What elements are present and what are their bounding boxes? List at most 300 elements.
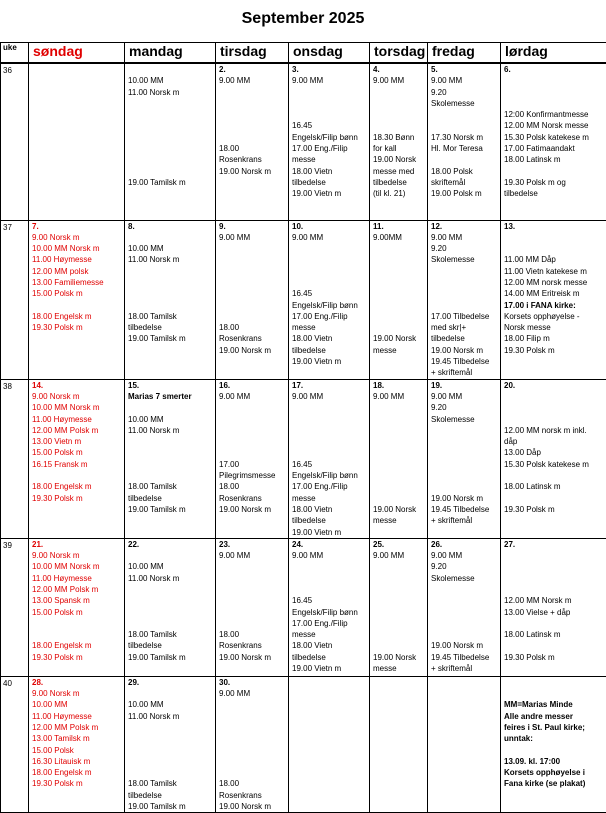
day-cell-friday xyxy=(428,538,501,676)
event-line xyxy=(431,607,497,618)
day-number xyxy=(128,64,212,75)
event-line: tilbedelse xyxy=(292,515,366,526)
event-line: Rosenkrans xyxy=(219,640,285,651)
event-line xyxy=(292,87,366,98)
day-cell-monday xyxy=(125,63,216,220)
day-number: 20. xyxy=(504,380,603,391)
event-line xyxy=(373,109,424,120)
event-line xyxy=(219,132,285,143)
event-line: 19.00 Tamilsk m xyxy=(128,333,212,344)
event-line: 19.30 Polsk m xyxy=(32,778,121,789)
day-cell-saturday xyxy=(501,676,606,813)
event-line: 17.00 Eng./Filip xyxy=(292,311,366,322)
day-cell-sunday xyxy=(29,538,125,676)
day-number: 29. xyxy=(128,677,212,688)
header-saturday: lørdag xyxy=(501,43,606,64)
event-line: 12.00 MM Polsk m xyxy=(32,722,121,733)
day-number: 4. xyxy=(373,64,424,75)
day-cell-monday xyxy=(125,538,216,676)
event-line: 13.00 Vietn m xyxy=(32,436,121,447)
day-cell-tuesday xyxy=(216,63,289,220)
event-line: 18.00 Vietn xyxy=(292,166,366,177)
event-line xyxy=(128,733,212,744)
event-line xyxy=(504,243,603,254)
event-line xyxy=(128,722,212,733)
event-line: messe xyxy=(292,322,366,333)
event-line: Engelsk/Filip bønn xyxy=(292,300,366,311)
event-line: 19.30 Polsk m xyxy=(32,322,121,333)
event-line xyxy=(373,573,424,584)
event-line: 9.00 MM xyxy=(219,232,285,243)
event-line: 9.00 MM xyxy=(292,550,366,561)
event-line: 15.30 Polsk katekese m xyxy=(504,459,603,470)
event-line xyxy=(373,607,424,618)
event-line: 11.00 Norsk m xyxy=(128,254,212,265)
event-line: 19.30 Polsk m og xyxy=(504,177,603,188)
event-line xyxy=(219,98,285,109)
day-cell-thursday xyxy=(370,676,428,813)
event-line: tilbedelse xyxy=(292,177,366,188)
event-line xyxy=(128,459,212,470)
event-line: 17.00 Fatimaandakt xyxy=(504,143,603,154)
event-line xyxy=(373,561,424,572)
event-line xyxy=(219,618,285,629)
event-line xyxy=(219,288,285,299)
event-line: med skr|+ xyxy=(431,322,497,333)
event-line: 13.00 Vielse + dåp xyxy=(504,607,603,618)
day-cell-thursday xyxy=(370,63,428,220)
header-thursday: torsdag xyxy=(370,43,428,64)
event-line xyxy=(431,120,497,131)
event-line: 17.00 Eng./Filip xyxy=(292,618,366,629)
event-line: 13.00 Familiemesse xyxy=(32,277,121,288)
event-line: messe xyxy=(373,515,424,526)
day-number: 3. xyxy=(292,64,366,75)
event-line xyxy=(504,75,603,86)
day-cell-friday xyxy=(428,676,501,813)
event-line: 19.00 Polsk m xyxy=(431,188,497,199)
event-line xyxy=(292,561,366,572)
day-number xyxy=(431,677,497,688)
event-line: tilbedelse xyxy=(292,652,366,663)
event-line xyxy=(431,584,497,595)
event-line: 11.00 Høymesse xyxy=(32,573,121,584)
event-line xyxy=(292,436,366,447)
day-cell-thursday xyxy=(370,379,428,538)
event-line xyxy=(128,300,212,311)
event-line xyxy=(504,391,603,402)
day-number: 11. xyxy=(373,221,424,232)
event-line: 19.00 Tamilsk m xyxy=(128,177,212,188)
event-line: 19.00 Vietn m xyxy=(292,188,366,199)
event-line: 10.00 MM xyxy=(128,561,212,572)
event-line: Engelsk/Filip bønn xyxy=(292,132,366,143)
event-line: Skolemesse xyxy=(431,98,497,109)
header-wednesday: onsdag xyxy=(289,43,370,64)
week-row xyxy=(1,538,606,676)
day-number: 8. xyxy=(128,221,212,232)
day-number: 19. xyxy=(431,380,497,391)
event-line xyxy=(128,120,212,131)
header-row xyxy=(1,43,606,64)
event-line xyxy=(373,425,424,436)
event-line: 9.20 xyxy=(431,87,497,98)
day-cell-monday xyxy=(125,379,216,538)
event-line xyxy=(128,607,212,618)
day-cell-wednesday xyxy=(289,379,370,538)
event-line: Pilegrimsmesse xyxy=(219,470,285,481)
header-friday: fredag xyxy=(428,43,501,64)
event-line: 16.45 xyxy=(292,288,366,299)
event-line: 10.00 MM xyxy=(32,699,121,710)
event-line xyxy=(128,402,212,413)
day-cell-monday xyxy=(125,220,216,379)
event-line: 9.00 MM xyxy=(292,75,366,86)
event-line: 18.00 xyxy=(219,778,285,789)
event-line: 15.00 Polsk m xyxy=(32,288,121,299)
day-cell-sunday xyxy=(29,379,125,538)
event-line: 19.00 Norsk m xyxy=(431,345,497,356)
event-line xyxy=(504,493,603,504)
event-line xyxy=(32,470,121,481)
event-line: 12.00 MM norsk m inkl. xyxy=(504,425,603,436)
event-line: 19.00 Vietn m xyxy=(292,356,366,367)
event-line xyxy=(128,447,212,458)
event-line xyxy=(32,300,121,311)
event-line xyxy=(128,154,212,165)
day-cell-thursday xyxy=(370,220,428,379)
event-line: tilbedelse xyxy=(373,177,424,188)
event-line xyxy=(128,132,212,143)
week-number: 37 xyxy=(1,220,29,379)
event-line: 19.30 Polsk m xyxy=(504,504,603,515)
day-cell-tuesday xyxy=(216,379,289,538)
event-line: 18.00 Vietn xyxy=(292,640,366,651)
event-line: 18.00 Tamilsk xyxy=(128,778,212,789)
event-line: Skolemesse xyxy=(431,573,497,584)
header-monday: mandag xyxy=(125,43,216,64)
calendar-table xyxy=(0,42,606,813)
event-line: 12:00 Konfirmantmesse xyxy=(504,109,603,120)
event-line xyxy=(373,493,424,504)
event-line xyxy=(431,154,497,165)
event-line: 9.00 Norsk m xyxy=(32,688,121,699)
event-line xyxy=(128,288,212,299)
event-line xyxy=(219,266,285,277)
event-line xyxy=(431,595,497,606)
event-line xyxy=(504,584,603,595)
event-line xyxy=(128,166,212,177)
week-number: 39 xyxy=(1,538,29,676)
event-line: 11.00 Norsk m xyxy=(128,711,212,722)
header-sunday: søndag xyxy=(29,43,125,64)
event-line: Alle andre messer xyxy=(504,711,603,722)
event-line: 19.00 Tamilsk m xyxy=(128,652,212,663)
event-line: 9.00 Norsk m xyxy=(32,232,121,243)
event-line xyxy=(219,561,285,572)
day-number: 15. xyxy=(128,380,212,391)
event-line xyxy=(373,402,424,413)
event-line: 10.00 MM Norsk m xyxy=(32,243,121,254)
event-line: 12.00 MM Norsk messe xyxy=(504,120,603,131)
event-line: 16.15 Fransk m xyxy=(32,459,121,470)
day-cell-monday xyxy=(125,676,216,813)
event-line xyxy=(431,459,497,470)
event-line: tilbedelse xyxy=(128,640,212,651)
event-line xyxy=(219,745,285,756)
event-line: messe xyxy=(373,345,424,356)
event-line: 9.00MM xyxy=(373,232,424,243)
event-line xyxy=(373,322,424,333)
event-line xyxy=(128,109,212,120)
event-line: Skolemesse xyxy=(431,414,497,425)
day-cell-saturday xyxy=(501,63,606,220)
event-line: 19.00 Vietn m xyxy=(292,527,366,538)
event-line xyxy=(292,425,366,436)
event-line xyxy=(219,584,285,595)
event-line: 9.00 MM xyxy=(373,75,424,86)
event-line xyxy=(128,688,212,699)
event-line: 10.00 MM Norsk m xyxy=(32,402,121,413)
event-line xyxy=(32,629,121,640)
event-line: 18.00 xyxy=(219,322,285,333)
event-line xyxy=(219,109,285,120)
day-cell-sunday xyxy=(29,63,125,220)
event-line: 19.00 Norsk m xyxy=(219,345,285,356)
day-number xyxy=(32,64,121,75)
event-line: 11.00 Norsk m xyxy=(128,425,212,436)
event-line: 19.00 Norsk xyxy=(373,154,424,165)
day-cell-tuesday xyxy=(216,220,289,379)
event-line xyxy=(373,640,424,651)
event-line: Engelsk/Filip bønn xyxy=(292,470,366,481)
event-line: 18.00 Latinsk m xyxy=(504,154,603,165)
event-line: (til kl. 21) xyxy=(373,188,424,199)
event-line: 11.00 Høymesse xyxy=(32,711,121,722)
event-line xyxy=(292,573,366,584)
event-line xyxy=(373,414,424,425)
event-line xyxy=(292,266,366,277)
event-line: 17.00 i FANA kirke: xyxy=(504,300,603,311)
day-number: 21. xyxy=(32,539,121,550)
event-line: 13.09. kl. 17:00 xyxy=(504,756,603,767)
event-line: 19.00 Tamilsk m xyxy=(128,801,212,812)
event-line: 10.00 MM xyxy=(128,75,212,86)
event-line xyxy=(292,584,366,595)
event-line: 9.00 MM xyxy=(431,391,497,402)
day-number: 26. xyxy=(431,539,497,550)
day-cell-wednesday xyxy=(289,63,370,220)
event-line: 17.00 xyxy=(219,459,285,470)
event-line xyxy=(219,722,285,733)
event-line xyxy=(373,584,424,595)
event-line: 12.00 MM Polsk m xyxy=(32,425,121,436)
event-line: Marias 7 smerter xyxy=(128,391,212,402)
day-number: 17. xyxy=(292,380,366,391)
event-line xyxy=(128,436,212,447)
event-line: 17.00 Tilbedelse xyxy=(431,311,497,322)
event-line xyxy=(128,266,212,277)
event-line xyxy=(128,767,212,778)
day-cell-friday xyxy=(428,63,501,220)
event-line: 18.30 Bønn xyxy=(373,132,424,143)
week-row xyxy=(1,220,606,379)
event-line xyxy=(504,414,603,425)
event-line: 19.45 Tilbedelse xyxy=(431,652,497,663)
event-line: 18.00 xyxy=(219,629,285,640)
week-number: 40 xyxy=(1,676,29,813)
event-line: 19.30 Polsk m xyxy=(504,345,603,356)
event-line xyxy=(373,470,424,481)
event-line: Korsets opphøyelse i xyxy=(504,767,603,778)
event-line: dåp xyxy=(504,436,603,447)
event-line xyxy=(373,266,424,277)
event-line: 19.00 Norsk m xyxy=(431,493,497,504)
event-line: 19.00 Norsk m xyxy=(219,801,285,812)
event-line xyxy=(373,595,424,606)
day-number: 24. xyxy=(292,539,366,550)
event-line: tilbedelse xyxy=(128,790,212,801)
event-line: tilbedelse xyxy=(292,345,366,356)
event-line xyxy=(219,699,285,710)
day-number: 16. xyxy=(219,380,285,391)
event-line xyxy=(292,254,366,265)
event-line: 18.00 xyxy=(219,481,285,492)
day-number: 6. xyxy=(504,64,603,75)
event-line xyxy=(219,447,285,458)
event-line xyxy=(128,232,212,243)
event-line xyxy=(504,166,603,177)
event-line: 19.45 Tilbedelse xyxy=(431,356,497,367)
event-line: 19.00 Norsk xyxy=(373,333,424,344)
event-line xyxy=(431,266,497,277)
day-number: 25. xyxy=(373,539,424,550)
event-line xyxy=(128,618,212,629)
event-line xyxy=(431,470,497,481)
event-line: + skriftemål xyxy=(431,515,497,526)
event-line: 9.00 MM xyxy=(431,75,497,86)
event-line xyxy=(373,436,424,447)
week-number: 36 xyxy=(1,63,29,220)
event-line: 19.00 Norsk m xyxy=(219,504,285,515)
event-line: Rosenkrans xyxy=(219,154,285,165)
header-tuesday: tirsdag xyxy=(216,43,289,64)
event-line: 12.00 MM polsk xyxy=(32,266,121,277)
event-line xyxy=(219,120,285,131)
event-line xyxy=(373,98,424,109)
event-line xyxy=(373,300,424,311)
event-line xyxy=(292,109,366,120)
event-line: 15.00 Polsk xyxy=(32,745,121,756)
day-cell-tuesday xyxy=(216,676,289,813)
day-number: 5. xyxy=(431,64,497,75)
week-row xyxy=(1,379,606,538)
event-line xyxy=(504,573,603,584)
day-number: 27. xyxy=(504,539,603,550)
event-line xyxy=(373,277,424,288)
day-number: 28. xyxy=(32,677,121,688)
event-line: 18.00 Latinsk m xyxy=(504,481,603,492)
event-line xyxy=(292,414,366,425)
day-number: 18. xyxy=(373,380,424,391)
event-line: 9.00 MM xyxy=(292,232,366,243)
event-line: 11.00 Norsk m xyxy=(128,87,212,98)
event-line: Hl. Mor Teresa xyxy=(431,143,497,154)
event-line: 13.00 Tamilsk m xyxy=(32,733,121,744)
event-line: 11.00 Vietn katekese m xyxy=(504,266,603,277)
event-line: skriftemål xyxy=(431,177,497,188)
day-number: 23. xyxy=(219,539,285,550)
event-line xyxy=(219,756,285,767)
event-line: 18.00 Engelsk m xyxy=(32,640,121,651)
day-number: 9. xyxy=(219,221,285,232)
header-uke: uke xyxy=(1,43,29,64)
event-line: 12.00 MM norsk messe xyxy=(504,277,603,288)
event-line: 19.00 Norsk m xyxy=(219,166,285,177)
event-line: messe xyxy=(292,154,366,165)
event-line: 13.00 Spansk m xyxy=(32,595,121,606)
event-line xyxy=(128,595,212,606)
event-line xyxy=(504,550,603,561)
page-title: September 2025 xyxy=(0,10,606,28)
day-cell-thursday xyxy=(370,538,428,676)
day-number xyxy=(292,677,366,688)
week-number: 38 xyxy=(1,379,29,538)
event-line xyxy=(128,745,212,756)
event-line: 9.00 MM xyxy=(219,688,285,699)
event-line: messe xyxy=(373,663,424,674)
event-line: 16.45 xyxy=(292,595,366,606)
event-line xyxy=(128,584,212,595)
event-line: 19.30 Polsk m xyxy=(32,493,121,504)
event-line xyxy=(373,243,424,254)
event-line: 12.00 MM Polsk m xyxy=(32,584,121,595)
event-line xyxy=(128,550,212,561)
day-cell-sunday xyxy=(29,676,125,813)
event-line: 9.00 MM xyxy=(373,391,424,402)
event-line xyxy=(219,573,285,584)
event-line: tilbedelse xyxy=(504,188,603,199)
event-line xyxy=(219,595,285,606)
event-line: Rosenkrans xyxy=(219,333,285,344)
event-line xyxy=(431,618,497,629)
day-cell-saturday xyxy=(501,538,606,676)
event-line xyxy=(219,607,285,618)
event-line xyxy=(373,481,424,492)
day-number: 10. xyxy=(292,221,366,232)
event-line: Norsk messe xyxy=(504,322,603,333)
event-line xyxy=(292,447,366,458)
event-line xyxy=(504,98,603,109)
event-line xyxy=(431,277,497,288)
event-line: 19.00 Tamilsk m xyxy=(128,504,212,515)
day-cell-wednesday xyxy=(289,676,370,813)
day-number: 12. xyxy=(431,221,497,232)
day-cell-saturday xyxy=(501,379,606,538)
event-line xyxy=(373,288,424,299)
day-number: 14. xyxy=(32,380,121,391)
week-row xyxy=(1,676,606,813)
event-line: 17.00 Eng./Filip xyxy=(292,481,366,492)
event-line: 10.00 MM xyxy=(128,414,212,425)
event-line xyxy=(292,277,366,288)
event-line: 9.00 MM xyxy=(219,75,285,86)
event-line: tilbedelse xyxy=(128,493,212,504)
day-number: 30. xyxy=(219,677,285,688)
event-line xyxy=(292,98,366,109)
event-line: 9.20 xyxy=(431,243,497,254)
event-line xyxy=(219,311,285,322)
